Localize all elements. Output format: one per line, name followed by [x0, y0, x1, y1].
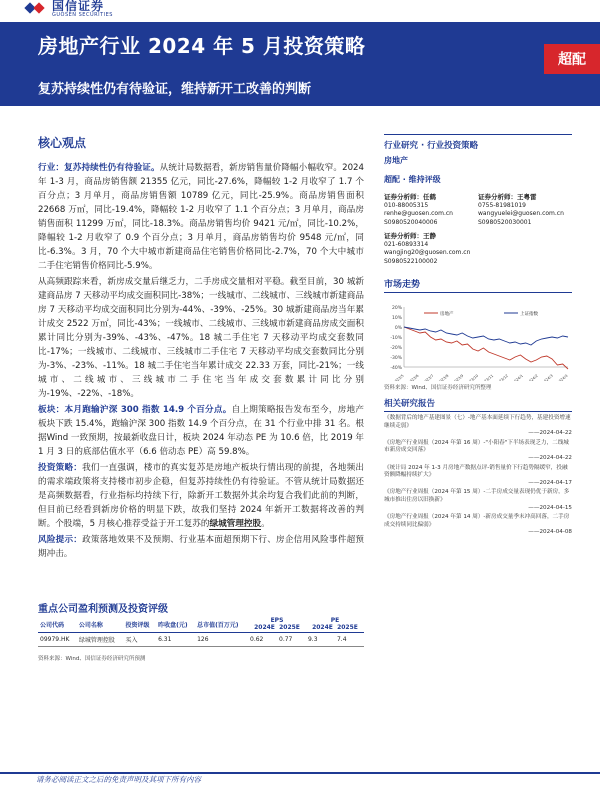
earnings-table — [38, 616, 364, 647]
paragraph-key: 投资策略： — [38, 463, 83, 473]
paragraph-text: 从高频跟踪来看，新房成交量后继乏力，二手房成交量相对平稳。截至目前，30 城新建商品房 7 天移动平均成交面积同比-38%；一线城市、二线城市、三线城市新建商品房 7 天移动平均成交面积同比分别为-44%、-39%、-25%。30 城新建商品房当年累计成交 2522 万㎡，同比-43%；一线城市、二线城市、三线城市新建商品房成交面积累计同比分别为-39%、-43%、-47%。18 城二手住宅 7 天移动平均成交套数同比-17%；一线城市、二线城市、三线城市二手住宅 7 天移动平均成交套数同比分别为-3%、-23%、-11%。18 城二手住宅当年累计成交 22.33 万套，同比-21%；一线城市、二线城市、三线城市二手住宅当年成交套数累计同比分别为-19%、-22%、-18%。 — [38, 277, 364, 399]
series-line-shanghai-index — [404, 327, 568, 345]
paragraph-key: 行业：复苏持续性仍有待验证。 — [38, 163, 160, 173]
brand-name: 国信证券 — [52, 0, 105, 13]
analyst-card: 证券分析师：王粤雷 0755-81981019 wangyuelei@guosen.com.cn S0980520030001 — [478, 193, 564, 226]
highlighted-stock: 绿城管理控股 — [209, 519, 262, 529]
industry-name: 房地产 — [384, 156, 408, 165]
footer-disclaimer: 请务必阅读正文之后的免责声明及其项下所有内容 — [36, 775, 201, 784]
table-cell: 7.4 — [335, 633, 364, 647]
related-report-date: ——2024-04-22 — [528, 454, 572, 461]
y-tick-label: -20% — [390, 346, 402, 351]
analyst-card: 证券分析师：任鹤 010-88005315 renhe@guosen.com.cn S0980520040006 — [384, 193, 453, 226]
table-cell: 0.77 — [277, 633, 306, 647]
market-trend-chart — [384, 301, 572, 381]
table-cell: 买入 — [123, 633, 156, 647]
table-cell: 绿城管理控股 — [77, 633, 124, 647]
paragraph-text: 自上期策略报告发布至今，房地产板块下跌 15.4%，跑输沪深 300 指数 14.9 个百分点，在 31 个行业中排 31 名。根据Wind 一致预期，按最新收盘日计，板块 2024 年动态 PE 为 10.6 倍，比 2019 年 1 月 3 日的底部估值水平（6.6 倍动态 PE）高 59.8%。 — [38, 405, 364, 457]
col-header: 公司代码 — [38, 616, 77, 633]
y-tick-label: -30% — [390, 356, 402, 361]
y-tick-label: 20% — [391, 306, 402, 311]
table-title: 重点公司盈利预测及投资评级 — [38, 604, 168, 615]
brand-logo-icon — [24, 2, 46, 16]
x-tick-label: 2023/6 — [407, 373, 420, 381]
brand-logo — [24, 0, 113, 18]
related-report-date: ——2024-04-22 — [528, 430, 572, 437]
related-report-date: ——2024-04-08 — [528, 529, 572, 536]
related-report-item[interactable]: 《房地产行业周报（2024 年第 15 周）-二手房成交量表现仍优于新房，多城市推出住房以旧换新》 ——2024-04-15 — [384, 489, 572, 511]
body-paragraph — [38, 533, 364, 561]
table-cell: 0.62 — [248, 633, 277, 647]
col-header: 昨收盘(元) — [156, 616, 195, 633]
rating-badge: 超配 — [544, 44, 600, 74]
table-cell: 9.3 — [306, 633, 335, 647]
paragraph-text: 政策落地效果不及预期、行业基本面超预期下行、房企信用风险事件超预期冲击。 — [38, 535, 364, 559]
related-report-item[interactable]: 《房地产行业周报（2024 年第 14 周）-新房成交量季末冲高回落，二手房成交持续同比偏弱》 ——2024-04-08 — [384, 514, 572, 536]
body-paragraph — [38, 403, 364, 459]
x-tick-label: 2023/12 — [494, 373, 510, 381]
related-report-date: ——2024-04-15 — [528, 504, 572, 511]
col-header: 投资评级 — [123, 616, 156, 633]
table-cell: 126 — [195, 633, 248, 647]
related-report-item[interactable]: 《数据背后的地产基建图景（七）-地产基本面延续下行趋势，基建投资增速继续走弱》 ——2024-04-22 — [384, 415, 572, 437]
legend-label: 上证指数 — [520, 312, 538, 317]
y-tick-label: -40% — [390, 366, 402, 371]
table-cell: 6.31 — [156, 633, 195, 647]
report-subtitle: 复苏持续性仍有待验证，维持新开工改善的判断 — [38, 82, 312, 97]
col-header: 公司名称 — [77, 616, 124, 633]
x-tick-label: 2023/5 — [392, 373, 405, 381]
legend-label: 房地产 — [440, 312, 454, 317]
report-category: 行业研究 · 行业投资策略 — [384, 141, 479, 151]
x-tick-label: 2024/1 — [511, 373, 524, 381]
body-paragraph — [38, 161, 364, 273]
section-title: 核心观点 — [38, 136, 87, 150]
paragraph-text: 我们一直强调，楼市的真实复苏是房地产板块行情出现的前提，各地频出的需求端政策将支持楼市初步企稳，但复苏持续性仍有待验证。不管从统计局数据还是高频数据看，行业指标均持续下行，除新开工数据外其余均复合我们此前的判断，但目前已经看到新房价格的明显下跌，故我们坚持 2024 年新开工数据将改善的判断。个股端，5 月核心推荐受益于开工复苏的 — [38, 463, 364, 529]
x-tick-label: 2024/2 — [526, 373, 539, 381]
table-cell: 09979.HK — [38, 633, 77, 647]
body-paragraph — [38, 275, 364, 401]
y-tick-label: -10% — [390, 336, 402, 341]
paragraph-text: 从统计局数据看，新房销售量价降幅小幅收窄。2024 年 1-3 月，商品房销售额 21355 亿元，同比-27.6%，降幅较 1-2 月收窄了 1.7 个百分点；3 月单月，商品房销售额 10789 亿元，同比-25.9%。商品房销售面积 22668 万㎡，同比-19.4%，降幅较 1-2 月收窄了 1.1 个百分点；3 月单月，商品房销售面积 11299 万㎡，同比-18.3%。商品房销售均价 9421 元/㎡，同比-10.2%，降幅较 1-2 月收窄了 0.9 个百分点；3 月单月，商品房销售均价 9548 元/㎡，同比-6.3%。3 月，70 个大中城市新建商品住宅销售价格同比-2.7%，70 个大中城市二手住宅销售价格同比-5.9%。 — [38, 163, 364, 271]
body-paragraph: 投资策略：我们一直强调，楼市的真实复苏是房地产板块行情出现的前提，各地频出的需求端政策将支持楼市初步企稳，但复苏持续性仍有待验证。不管从统计局数据还是高频数据看，行业指标均持续下行，除新开工数据外其余均复合我们此前的判断，但目前已经看到新房价格的明显下跌，故我们坚持 2024 年新开工数据将改善的判断。个股端，5 月核心推荐受益于开工复苏的绿城管理控股。 — [38, 463, 364, 529]
analyst-card: 证券分析师：王静 021-60893314 wangjing20@guosen.com.cn S0980522100002 — [384, 232, 471, 265]
related-report-item[interactable]: 《房地产行业周报（2024 年第 16 周）-"小阳春"下半场表现乏力，二线城市新房成交回落》 ——2024-04-22 — [384, 439, 572, 461]
market-trend-title: 市场走势 — [384, 277, 572, 293]
related-reports-list — [384, 415, 572, 537]
market-chart-svg — [384, 301, 572, 381]
x-tick-label: 2023/7 — [422, 373, 435, 381]
x-tick-label: 2023/11 — [480, 373, 495, 381]
paragraph-key: 风险提示： — [38, 535, 83, 545]
analyst-list — [384, 193, 572, 271]
related-reports-title: 相关研究报告 — [384, 397, 572, 412]
y-tick-label: 0% — [394, 326, 402, 331]
x-tick-label: 2023/10 — [465, 373, 480, 381]
x-tick-label: 2024/4 — [556, 373, 569, 381]
rating-text: 超配 · 维持评级 — [384, 175, 441, 184]
table-row — [38, 633, 364, 647]
group-header-eps: EPS 2024E 2025E — [248, 616, 306, 633]
series-line-real-estate — [404, 327, 568, 369]
main-content — [38, 134, 364, 563]
x-tick-label: 2024/3 — [541, 373, 554, 381]
chart-source: 资料来源：Wind、国信证券经济研究所整理 — [384, 385, 492, 391]
x-tick-label: 2023/9 — [452, 373, 465, 381]
group-header-pe: PE 2024E 2025E — [306, 616, 364, 633]
col-header: 总市值(百万元) — [195, 616, 248, 633]
x-tick-label: 2023/8 — [437, 373, 450, 381]
related-report-item[interactable]: 《统计局 2024 年 1-3 月房地产数据点评-销售量价下行趋势隔缓窄，投融资额降幅持续扩大》 ——2024-04-17 — [384, 464, 572, 486]
table-source: 资料来源：Wind、国信证券经济研究所预测 — [38, 656, 146, 662]
paragraph-key: 板块：本月跑输沪深 300 指数 14.9 个百分点。 — [38, 405, 232, 415]
report-title: 房地产行业 2024 年 5 月投资策略 — [38, 34, 366, 58]
related-report-date: ——2024-04-17 — [528, 479, 572, 486]
sidebar-divider — [384, 134, 572, 135]
brand-name-en: GUOSEN SECURITIES — [52, 12, 113, 18]
y-tick-label: 10% — [391, 316, 402, 321]
sidebar — [384, 134, 572, 539]
